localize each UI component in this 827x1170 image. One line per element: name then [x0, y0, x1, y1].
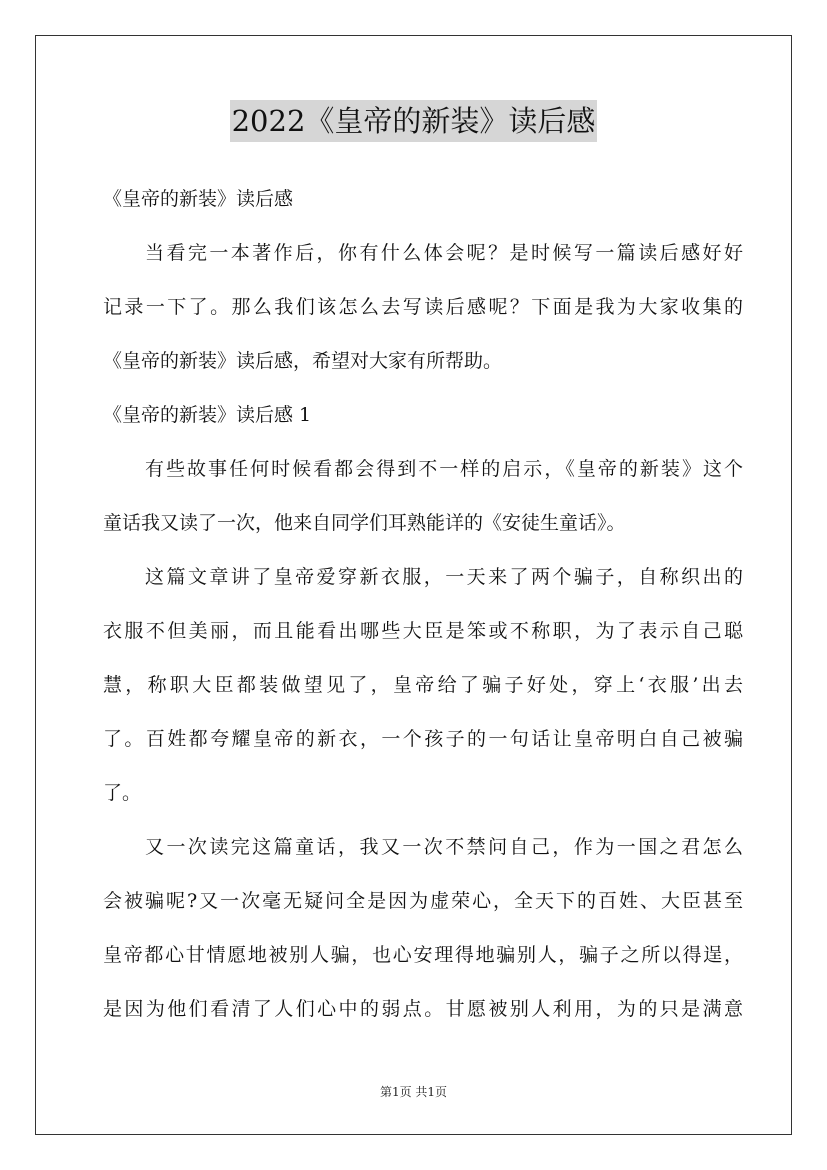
title-container: [0, 100, 827, 142]
text-line: 又一次读完这篇童话，我又一次不禁问自己，作为一国之君怎么: [145, 836, 743, 858]
text-line: 是因为他们看清了人们心中的弱点。甘愿被别人利用，为的只是满意: [103, 998, 743, 1020]
text-line: 童话我又读了一次，他来自同学们耳熟能详的《安徒生童话》。: [103, 512, 626, 534]
text-line: 有些故事任何时候看都会得到不一样的启示，《皇帝的新装》这个: [145, 458, 743, 480]
text-line: 皇帝都心甘情愿地被别人骗，也心安理得地骗别人，骗子之所以得逞，: [103, 944, 743, 966]
text-line: 慧，称职大臣都装做望见了，皇帝给了骗子好处，穿上‘衣服’出去: [103, 674, 743, 696]
document-body: [103, 172, 743, 1036]
text-line: 衣服不但美丽，而且能看出哪些大臣是笨或不称职，为了表示自己聪: [103, 620, 743, 642]
text-line: 会被骗呢?又一次毫无疑问全是因为虚荣心，全天下的百姓、大臣甚至: [103, 890, 743, 912]
text-line: 这篇文章讲了皇帝爱穿新衣服，一天来了两个骗子，自称织出的: [145, 566, 743, 588]
text-line: 了。: [103, 782, 142, 804]
text-line: 记录一下了。那么我们该怎么去写读后感呢？下面是我为大家收集的: [103, 296, 743, 318]
text-line: 《皇帝的新装》读后感 1: [103, 404, 312, 426]
text-line: 《皇帝的新装》读后感，希望对大家有所帮助。: [103, 350, 503, 372]
document-title: 2022《皇帝的新装》读后感: [230, 100, 598, 142]
text-line: 了。百姓都夸耀皇帝的新衣，一个孩子的一句话让皇帝明白自己被骗: [103, 728, 743, 750]
page-footer: 第1页 共1页: [379, 1085, 448, 1099]
text-line: 《皇帝的新装》读后感: [103, 188, 294, 210]
text-line: 当看完一本著作后，你有什么体会呢？是时候写一篇读后感好好: [145, 242, 743, 264]
